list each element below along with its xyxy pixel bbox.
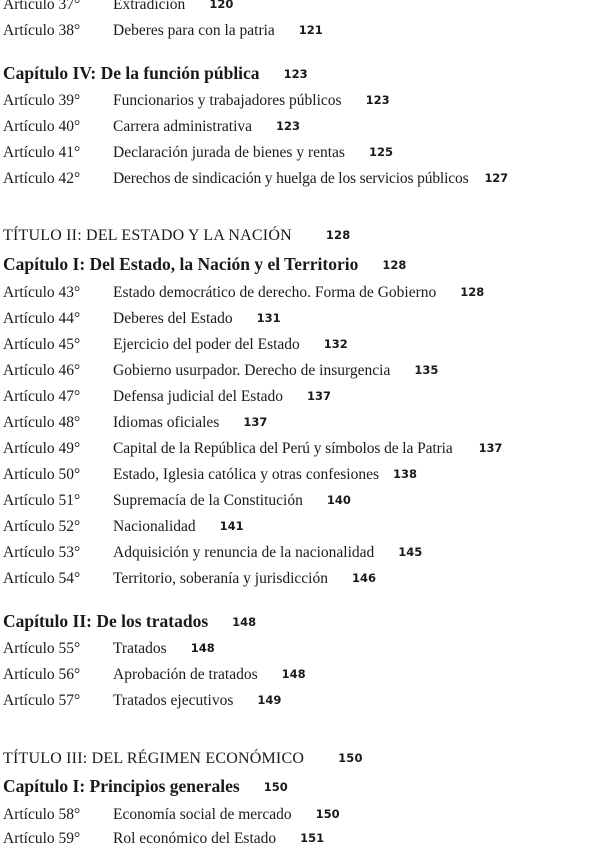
title-text: TÍTULO III: DEL RÉGIMEN ECONÓMICO — [3, 750, 305, 767]
article-title-text: Territorio, soberanía y jurisdicción — [113, 570, 328, 587]
toc-entry-article-53 — [0, 544, 600, 566]
page-number: 128 — [325, 228, 351, 242]
article-title — [113, 310, 281, 328]
article-number: Artículo 47° — [3, 388, 81, 405]
article-title — [113, 440, 502, 458]
article-title — [113, 118, 300, 136]
article-title — [113, 284, 484, 302]
toc-title-ii — [0, 227, 600, 249]
article-title — [113, 92, 390, 110]
article-title — [113, 388, 331, 406]
article-title-text: Carrera administrativa — [113, 118, 253, 135]
article-title — [113, 492, 351, 510]
article-number: Artículo 51° — [3, 492, 81, 509]
toc-entry-article-44 — [0, 310, 600, 332]
article-title — [113, 0, 233, 14]
title-heading — [3, 750, 363, 768]
toc-entry-article-41 — [0, 144, 600, 166]
article-title-text: Nacionalidad — [113, 518, 196, 535]
article-title — [113, 640, 215, 658]
article-title-text: Extradición — [113, 0, 186, 13]
chapter-heading — [3, 776, 288, 797]
article-title — [113, 666, 306, 684]
article-number: Artículo 45° — [3, 336, 81, 353]
article-number: Artículo 49° — [3, 440, 81, 457]
article-title-text: Tratados ejecutivos — [113, 692, 234, 709]
toc-entry-article-45 — [0, 336, 600, 358]
page-number: 137 — [478, 441, 503, 455]
page-number: 135 — [414, 363, 439, 377]
article-title-text: Supremacía de la Constitución — [113, 492, 303, 509]
article-title-text: Idiomas oficiales — [113, 414, 220, 431]
article-number: Artículo 46° — [3, 362, 81, 379]
article-title — [113, 170, 508, 188]
page-number: 137 — [243, 415, 268, 429]
article-number: Artículo 50° — [3, 466, 81, 483]
toc-chapter-iv — [0, 63, 600, 89]
page-number: 128 — [382, 258, 407, 272]
toc-entry-article-46 — [0, 362, 600, 384]
article-title — [113, 362, 438, 380]
toc-entry-article-58 — [0, 806, 600, 828]
article-title-text: Capital de la República del Perú y símbolos de la Patria — [113, 440, 453, 457]
article-number: Artículo 42° — [3, 170, 81, 187]
toc-title-ii-chapter-i — [0, 254, 600, 280]
page-number: 141 — [219, 519, 244, 533]
page-number: 127 — [484, 171, 509, 185]
article-title — [113, 692, 281, 710]
article-number: Artículo 48° — [3, 414, 81, 431]
article-number: Artículo 57° — [3, 692, 81, 709]
page-number: 148 — [190, 641, 215, 655]
chapter-title: Capítulo IV: De la función pública — [3, 63, 260, 83]
article-title — [113, 830, 324, 848]
article-number: Artículo 56° — [3, 666, 81, 683]
page-number: 138 — [393, 467, 418, 481]
page-number: 149 — [257, 693, 282, 707]
page-number: 120 — [209, 0, 234, 11]
chapter-heading — [3, 63, 308, 84]
article-title-text: Economía social de mercado — [113, 806, 292, 823]
article-title-text: Rol económico del Estado — [113, 830, 277, 847]
article-title-text: Ejercicio del poder del Estado — [113, 336, 300, 353]
article-title-text: Tratados — [113, 640, 167, 657]
article-title — [113, 22, 323, 40]
toc-entry-article-49 — [0, 440, 600, 462]
toc-entry-article-42 — [0, 170, 600, 192]
toc-entry-article-39 — [0, 92, 600, 114]
toc-entry-article-47 — [0, 388, 600, 410]
article-number: Artículo 55° — [3, 640, 81, 657]
toc-title-ii-chapter-ii — [0, 611, 600, 637]
article-number: Artículo 44° — [3, 310, 81, 327]
article-title-text: Adquisición y renuncia de la nacionalidad — [113, 544, 375, 561]
page-number: 123 — [276, 119, 301, 133]
page-number: 137 — [307, 389, 332, 403]
toc-entry-article-48 — [0, 414, 600, 436]
page-number: 131 — [256, 311, 281, 325]
toc-entry-article-56 — [0, 666, 600, 688]
chapter-title: Capítulo I: Principios generales — [3, 776, 240, 796]
article-title-text: Derechos de sindicación y huelga de los servicios públicos — [113, 170, 469, 187]
article-title — [113, 806, 340, 824]
article-title — [113, 466, 417, 484]
page-number: 145 — [398, 545, 423, 559]
chapter-heading — [3, 611, 256, 632]
article-number: Artículo 41° — [3, 144, 81, 161]
article-title-text: Gobierno usurpador. Derecho de insurgencia — [113, 362, 391, 379]
article-title-text: Deberes para con la patria — [113, 22, 275, 39]
page-number: 132 — [323, 337, 348, 351]
chapter-title: Capítulo I: Del Estado, la Nación y el Territorio — [3, 254, 359, 274]
toc-entry-article-37 — [0, 0, 600, 18]
article-number: Artículo 40° — [3, 118, 81, 135]
article-title-text: Defensa judicial del Estado — [113, 388, 284, 405]
page-number: 123 — [365, 93, 390, 107]
title-heading — [3, 227, 350, 245]
article-number: Artículo 38° — [3, 22, 81, 39]
page-number: 150 — [315, 807, 340, 821]
page-number: 125 — [368, 145, 393, 159]
toc-entry-article-57 — [0, 692, 600, 714]
article-title — [113, 544, 422, 562]
article-title — [113, 336, 348, 354]
page-number: 121 — [298, 23, 323, 37]
page-number: 150 — [338, 751, 363, 765]
page-number: 128 — [460, 285, 485, 299]
toc-entry-article-38 — [0, 22, 600, 44]
article-title — [113, 570, 376, 588]
toc-entry-article-54 — [0, 570, 600, 592]
article-title-text: Funcionarios y trabajadores públicos — [113, 92, 342, 109]
article-number: Artículo 53° — [3, 544, 81, 561]
article-number: Artículo 58° — [3, 806, 81, 823]
article-title — [113, 518, 244, 536]
article-title-text: Estado, Iglesia católica y otras confesiones — [113, 466, 379, 483]
article-number: Artículo 54° — [3, 570, 81, 587]
chapter-title: Capítulo II: De los tratados — [3, 611, 209, 631]
article-title — [113, 144, 393, 162]
article-title-text: Declaración jurada de bienes y rentas — [113, 144, 345, 161]
article-number: Artículo 37° — [3, 0, 81, 13]
article-title-text: Aprobación de tratados — [113, 666, 258, 683]
toc-entry-article-40 — [0, 118, 600, 140]
toc-entry-article-55 — [0, 640, 600, 662]
article-number: Artículo 43° — [3, 284, 81, 301]
page-number: 150 — [263, 780, 288, 794]
article-title-text: Deberes del Estado — [113, 310, 233, 327]
article-title — [113, 414, 267, 432]
page-number: 123 — [283, 67, 308, 81]
page-number: 146 — [352, 571, 377, 585]
page-number: 148 — [281, 667, 306, 681]
toc-entry-article-43 — [0, 284, 600, 306]
toc-entry-article-50 — [0, 466, 600, 488]
article-number: Artículo 52° — [3, 518, 81, 535]
toc-entry-article-51 — [0, 492, 600, 514]
page-number: 140 — [326, 493, 351, 507]
title-text: TÍTULO II: DEL ESTADO Y LA NACIÓN — [3, 227, 292, 244]
toc-title-iii — [0, 750, 600, 772]
toc-entry-article-52 — [0, 518, 600, 540]
toc-title-iii-chapter-i — [0, 776, 600, 802]
article-title-text: Estado democrático de derecho. Forma de Gobierno — [113, 284, 437, 301]
article-number: Artículo 59° — [3, 830, 81, 847]
page-number: 148 — [232, 615, 257, 629]
chapter-heading — [3, 254, 406, 275]
page-number: 151 — [300, 831, 325, 845]
article-number: Artículo 39° — [3, 92, 81, 109]
